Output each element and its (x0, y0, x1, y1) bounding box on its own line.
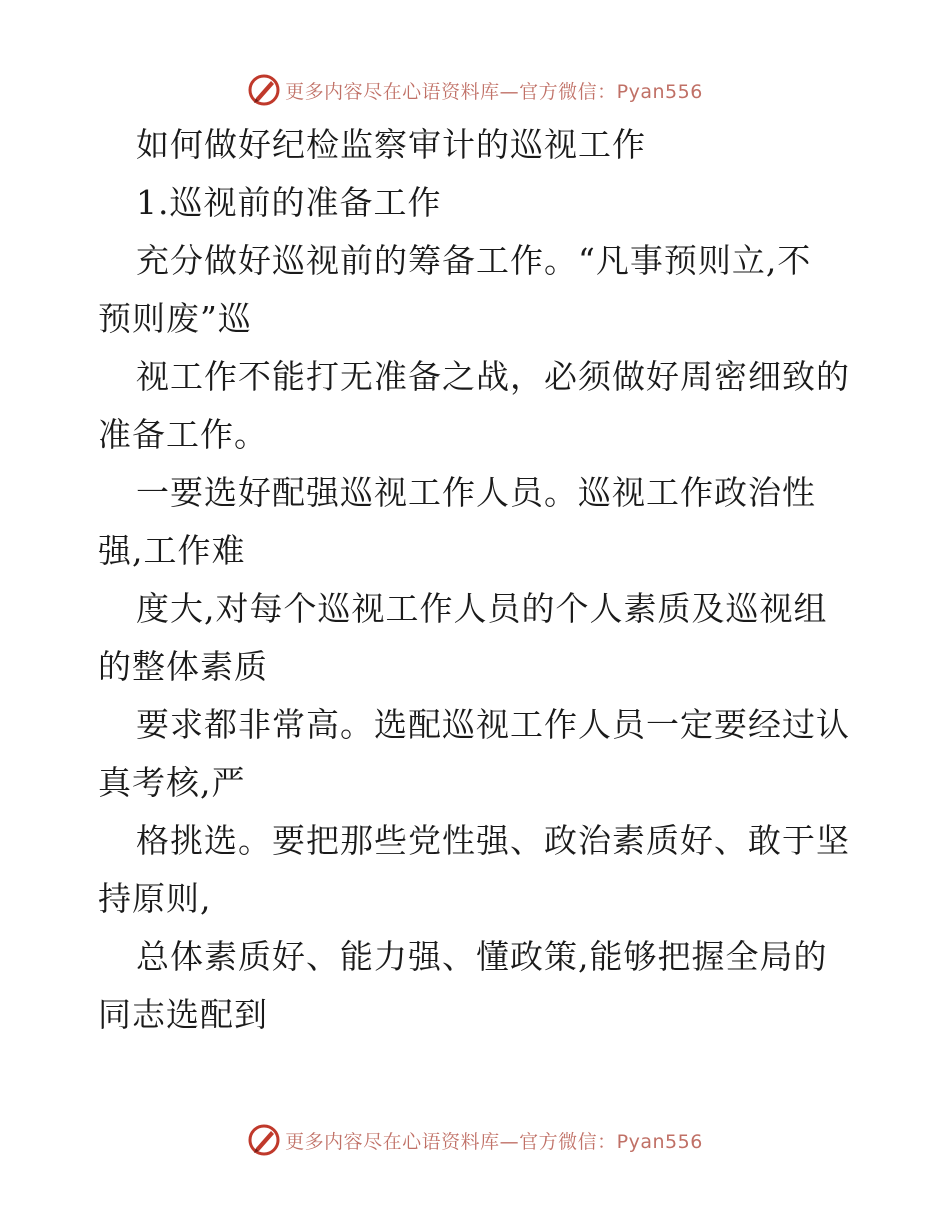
footer-banner-text: 更多内容尽在心语资料库—官方微信：Pyan556 (285, 1130, 703, 1153)
text-line: 视工作不能打无准备之战，必须做好周密细致的 (136, 357, 850, 396)
footer-banner (0, 1120, 950, 1160)
document-body (98, 116, 858, 1044)
text-line: 充分做好巡视前的筹备工作。“凡事预则立,不 (136, 241, 812, 280)
red-pen-icon (247, 1123, 281, 1157)
header-banner-text: 更多内容尽在心语资料库—官方微信：Pyan556 (285, 80, 703, 103)
text-line: 格挑选。要把那些党性强、政治素质好、敢于坚 (136, 821, 850, 860)
text-line: 真考核,严 (98, 763, 246, 802)
text-line: 的整体素质 (98, 647, 268, 686)
text-line: 强,工作难 (98, 531, 246, 570)
text-line: 准备工作。 (98, 415, 268, 454)
text-line: 总体素质好、能力强、懂政策,能够把握全局的 (136, 937, 828, 976)
text-line: 同志选配到 (98, 995, 268, 1034)
text-line: 1.巡视前的准备工作 (136, 183, 442, 222)
text-line: 持原则, (98, 879, 212, 918)
text-line: 预则废”巡 (98, 299, 252, 338)
red-pen-icon (247, 73, 281, 107)
header-banner (0, 70, 950, 110)
document-title: 如何做好纪检监察审计的巡视工作 (136, 125, 646, 164)
text-line: 要求都非常高。选配巡视工作人员一定要经过认 (136, 705, 850, 744)
text-line: 度大,对每个巡视工作人员的个人素质及巡视组 (136, 589, 828, 628)
text-line: 一要选好配强巡视工作人员。巡视工作政治性 (136, 473, 816, 512)
